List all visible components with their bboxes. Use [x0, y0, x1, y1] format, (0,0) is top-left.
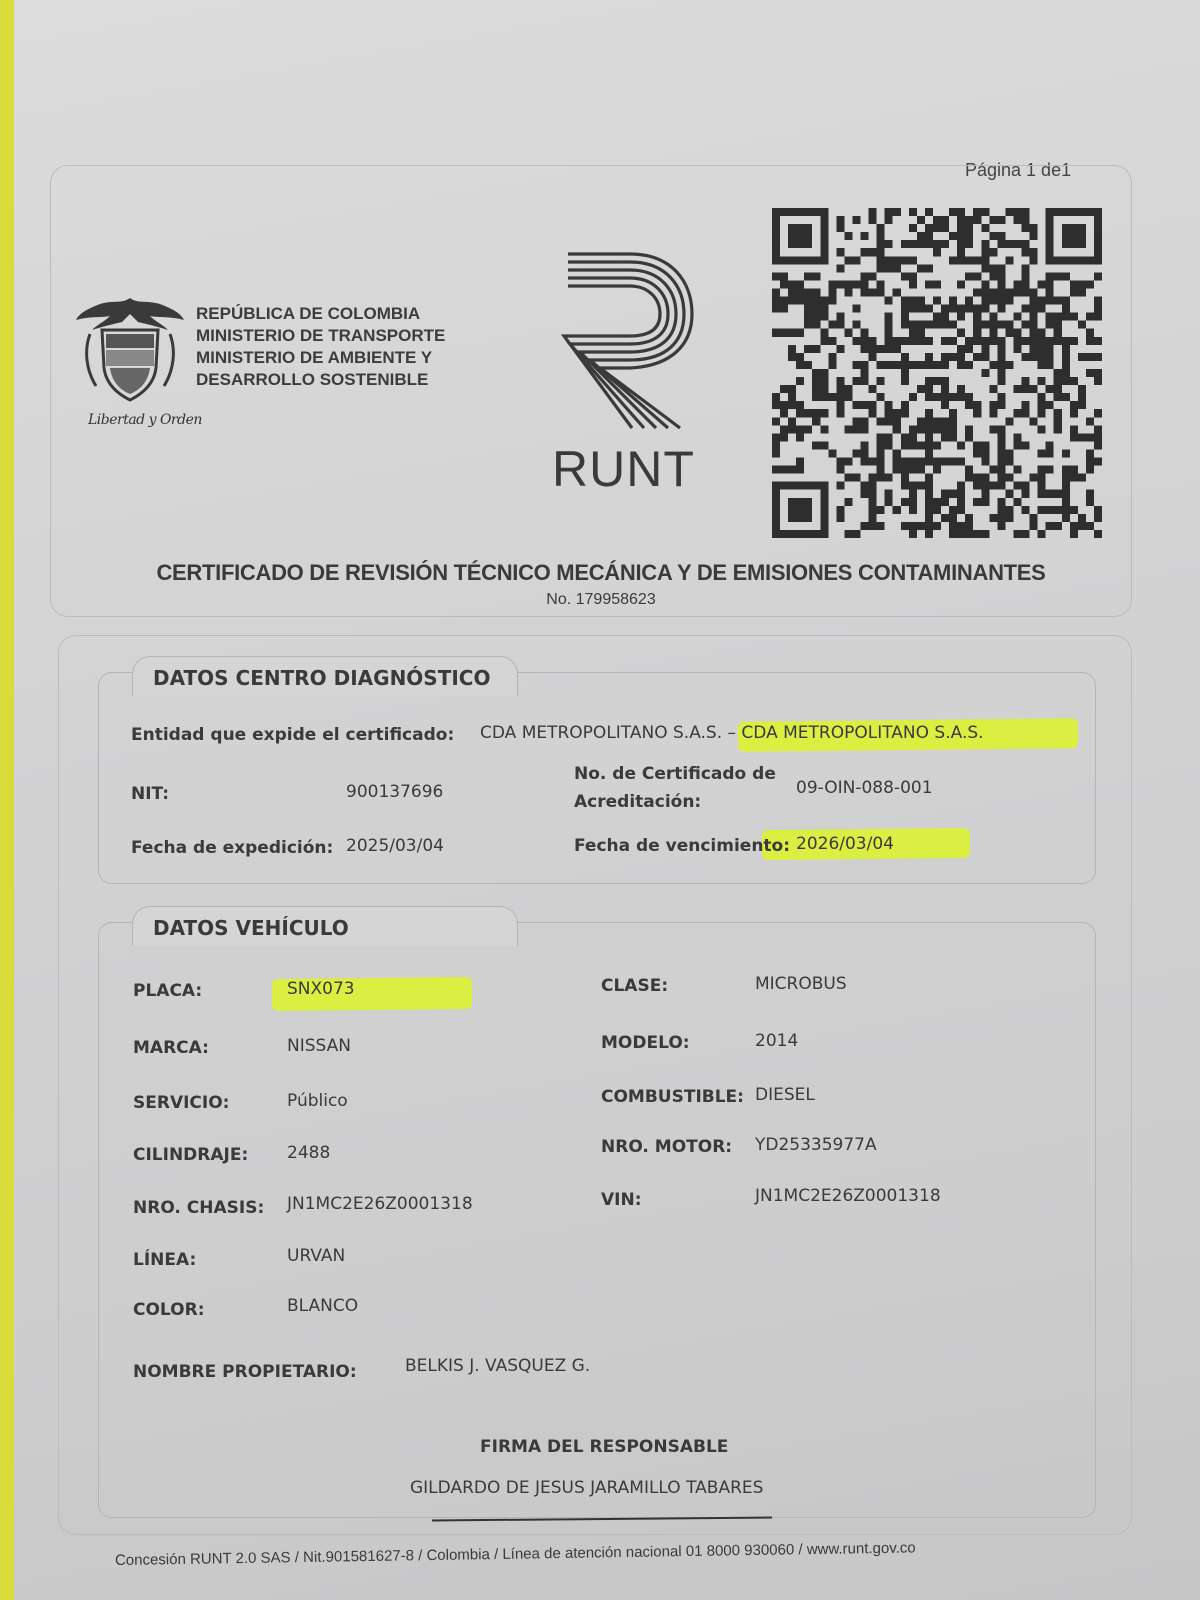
entidad-value-b: – CDA METROPOLITANO S.A.S. — [727, 723, 984, 743]
marca-value: NISSAN — [287, 1036, 351, 1056]
acreditacion-value: 09-OIN-088-001 — [796, 778, 933, 798]
vehiculo-section-title: DATOS VEHÍCULO — [132, 906, 518, 946]
certificate-title: CERTIFICADO DE REVISIÓN TÉCNICO MECÁNICA Y DE EMISIONES CONTAMINANTES — [156, 560, 1046, 585]
entidad-label: Entidad que expide el certificado: — [131, 725, 455, 745]
seal-motto: Libertad y Orden — [88, 412, 202, 428]
clase-value: MICROBUS — [755, 974, 847, 994]
motor-label: NRO. MOTOR: — [601, 1137, 733, 1157]
acreditacion-label-2: Acreditación: — [574, 792, 702, 812]
servicio-label: SERVICIO: — [133, 1093, 230, 1113]
propietario-label: NOMBRE PROPIETARIO: — [133, 1362, 357, 1382]
color-value: BLANCO — [287, 1296, 359, 1316]
servicio-value: Público — [287, 1091, 348, 1111]
nit-value: 900137696 — [346, 782, 444, 802]
nit-label: NIT: — [131, 784, 170, 804]
entidad-value-a: CDA METROPOLITANO S.A.S. — [480, 723, 723, 743]
placa-value: SNX073 — [287, 979, 355, 999]
centro-section-title: DATOS CENTRO DIAGNÓSTICO — [132, 656, 518, 696]
entidad-value — [480, 723, 984, 743]
combustible-label: COMBUSTIBLE: — [601, 1087, 744, 1107]
linea-label: LÍNEA: — [133, 1250, 197, 1270]
firma-name: GILDARDO DE JESUS JARAMILLO TABARES — [410, 1478, 764, 1498]
ministry-line: MINISTERIO DE AMBIENTE Y — [196, 348, 433, 367]
fecha-vencimiento-value: 2026/03/04 — [796, 834, 894, 854]
runt-logo-text: RUNT — [552, 441, 695, 497]
vehiculo-section — [98, 922, 1096, 1518]
vin-label: VIN: — [601, 1190, 642, 1210]
chasis-value: JN1MC2E26Z0001318 — [287, 1194, 473, 1214]
marca-label: MARCA: — [133, 1038, 209, 1058]
fecha-expedicion-label: Fecha de expedición: — [131, 838, 334, 858]
propietario-value: BELKIS J. VASQUEZ G. — [405, 1356, 591, 1376]
acreditacion-label-1: No. de Certificado de — [574, 764, 776, 784]
color-label: COLOR: — [133, 1300, 205, 1320]
certificate-number: No. 179958623 — [546, 591, 656, 608]
ministry-line: REPÚBLICA DE COLOMBIA — [196, 304, 421, 323]
ministries-block — [196, 303, 445, 391]
clase-label: CLASE: — [601, 976, 669, 996]
combustible-value: DIESEL — [755, 1085, 815, 1105]
linea-value: URVAN — [287, 1246, 346, 1266]
colombia-seal-icon — [70, 290, 190, 410]
runt-logo-icon — [560, 250, 700, 430]
firma-label: FIRMA DEL RESPONSABLE — [480, 1437, 729, 1457]
qr-code-icon[interactable] — [772, 208, 1102, 538]
footer-text: Concesión RUNT 2.0 SAS / Nit.901581627-8 / Colombia / Línea de atención nacional 01 8000 930060 / www.runt.gov.co — [114, 1539, 916, 1569]
placa-label: PLACA: — [133, 981, 203, 1001]
motor-value: YD25335977A — [755, 1135, 877, 1155]
cilindraje-label: CILINDRAJE: — [133, 1145, 249, 1165]
chasis-label: NRO. CHASIS: — [133, 1198, 265, 1218]
cilindraje-value: 2488 — [287, 1143, 331, 1163]
vin-value: JN1MC2E26Z0001318 — [755, 1186, 941, 1206]
page-number: Página 1 de1 — [965, 160, 1072, 180]
fecha-expedicion-value: 2025/03/04 — [346, 836, 444, 856]
ministry-line: MINISTERIO DE TRANSPORTE — [196, 326, 446, 345]
modelo-label: MODELO: — [601, 1033, 690, 1053]
fecha-vencimiento-label: Fecha de vencimiento: — [574, 836, 791, 856]
modelo-value: 2014 — [755, 1031, 799, 1051]
ministry-line: DESARROLLO SOSTENIBLE — [196, 370, 429, 389]
